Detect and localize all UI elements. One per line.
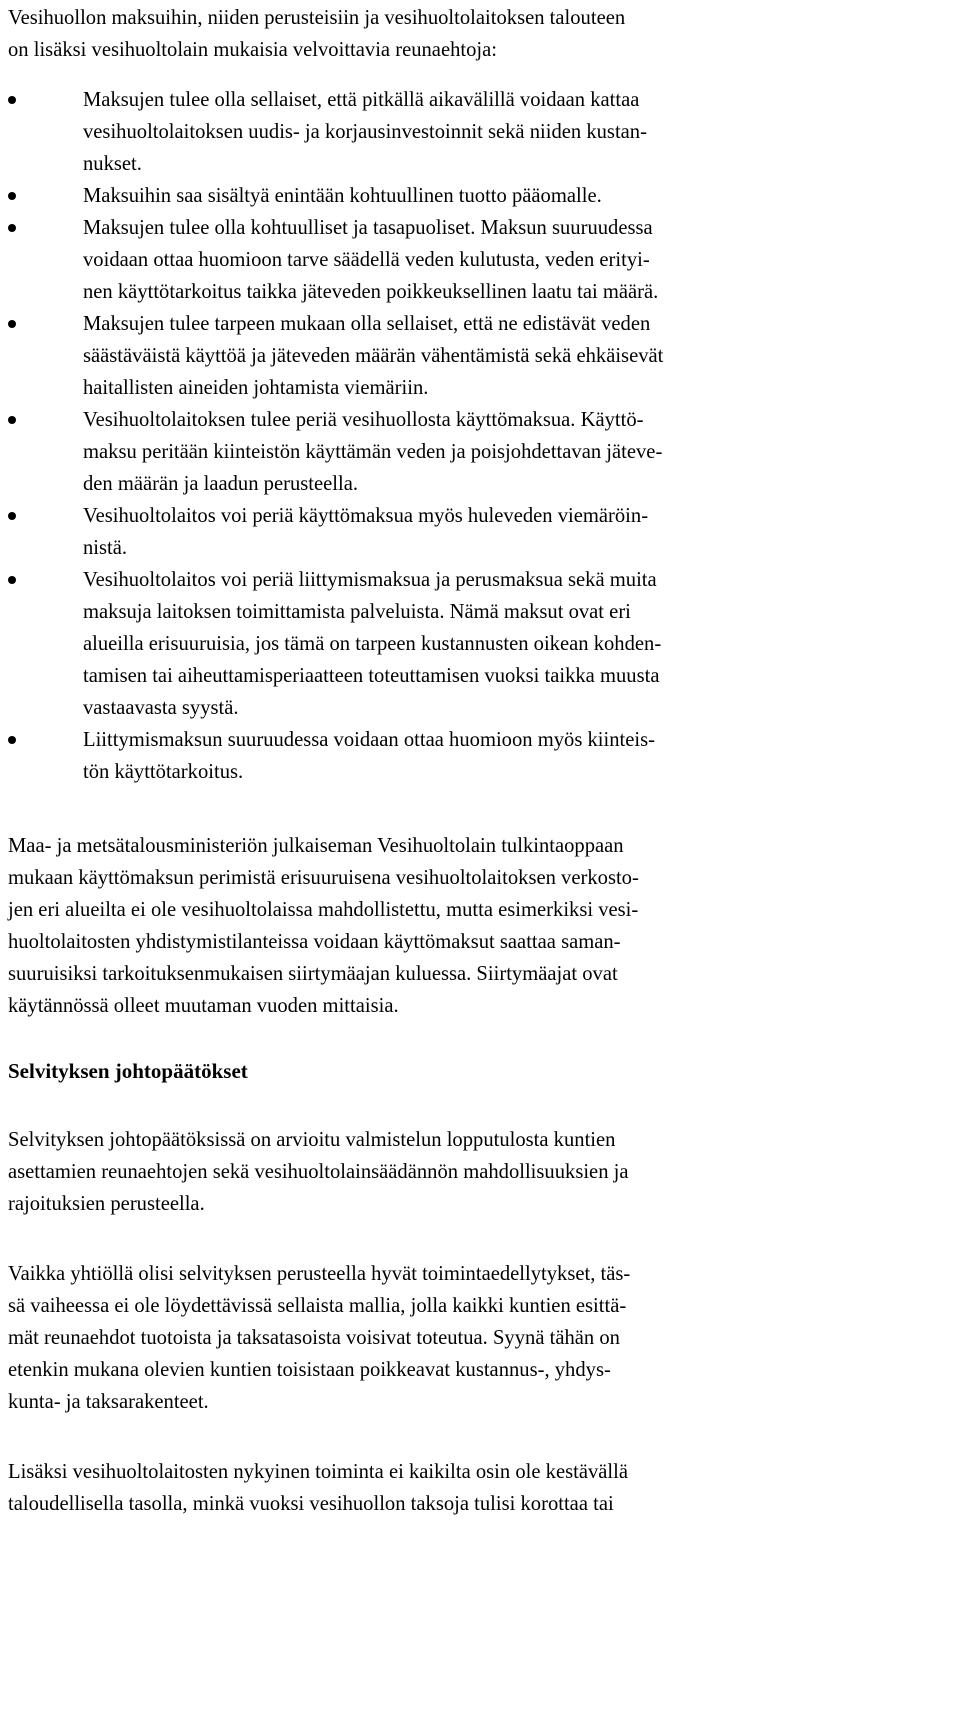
intro-paragraph <box>8 0 940 66</box>
list-item <box>8 404 940 500</box>
bullet-icon <box>8 224 16 232</box>
text-line: taloudellisella tasolla, minkä vuoksi vesihuollon taksoja tulisi korottaa tai <box>8 1493 614 1515</box>
text-line: on lisäksi vesihuoltolain mukaisia velvoittavia reunaehtoja: <box>8 39 497 61</box>
text-line: alueilla erisuuruisia, jos tämä on tarpeen kustannusten oikean kohden- <box>83 633 662 655</box>
list-item <box>8 212 940 308</box>
bullet-icon <box>8 192 16 200</box>
text-line: käytännössä olleet muutaman vuoden mittaisia. <box>8 995 399 1017</box>
company-paragraph <box>8 1258 940 1418</box>
text-line: haitallisten aineiden johtamista viemäriin. <box>83 377 429 399</box>
text-line: säästäväistä käyttöä ja jäteveden määrän vähentämistä sekä ehkäisevät <box>83 345 664 367</box>
text-line: Liittymismaksun suuruudessa voidaan ottaa huomioon myös kiinteis- <box>83 729 655 751</box>
text-line: sä vaiheessa ei ole löydettävissä sellaista mallia, jolla kaikki kuntien esittä- <box>8 1295 627 1317</box>
text-line: nen käyttötarkoitus taikka jäteveden poikkeuksellinen laatu tai määrä. <box>83 281 659 303</box>
text-line: Maa- ja metsätalousministeriön julkaiseman Vesihuoltolain tulkintaoppaan <box>8 835 624 857</box>
text-line: etenkin mukana olevien kuntien toisistaan poikkeavat kustannus-, yhdys- <box>8 1359 611 1381</box>
bullet-icon <box>8 96 16 104</box>
bullet-icon <box>8 736 16 744</box>
text-line: Vesihuoltolaitos voi periä käyttömaksua myös huleveden viemäröin- <box>83 505 649 527</box>
text-line: vesihuoltolaitoksen uudis- ja korjausinvestoinnit sekä niiden kustan- <box>83 121 647 143</box>
bullet-icon <box>8 512 16 520</box>
text-line: asettamien reunaehtojen sekä vesihuoltolainsäädännön mahdollisuuksien ja <box>8 1161 629 1183</box>
text-line: Vesihuoltolaitoksen tulee periä vesihuollosta käyttömaksua. Käyttö- <box>83 409 644 431</box>
text-line: jen eri alueilta ei ole vesihuoltolaissa mahdollistettu, mutta esimerkiksi vesi- <box>8 899 639 921</box>
text-line: Maksujen tulee olla kohtuulliset ja tasapuoliset. Maksun suuruudessa <box>83 217 653 239</box>
text-line: Selvityksen johtopäätöksissä on arvioitu valmistelun lopputulosta kuntien <box>8 1129 616 1151</box>
text-line: rajoituksien perusteella. <box>8 1193 205 1215</box>
additional-paragraph <box>8 1456 940 1520</box>
text-line: tön käyttötarkoitus. <box>83 761 244 783</box>
list-item <box>8 564 940 724</box>
text-line: maksu peritään kiinteistön käyttämän veden ja poisjohdettavan jäteve- <box>83 441 663 463</box>
text-line: vastaavasta syystä. <box>83 697 239 719</box>
text-line: Maksuihin saa sisältyä enintään kohtuullinen tuotto pääomalle. <box>83 185 602 207</box>
conclusions-paragraph <box>8 1124 940 1220</box>
ministry-guide-paragraph <box>8 830 940 1022</box>
bullet-icon <box>8 416 16 424</box>
text-line: Vesihuollon maksuihin, niiden perusteisiin ja vesihuoltolaitoksen talouteen <box>8 7 626 29</box>
list-item <box>8 724 940 788</box>
text-line: nukset. <box>83 153 142 175</box>
text-line: Maksujen tulee tarpeen mukaan olla sellaiset, että ne edistävät veden <box>83 313 651 335</box>
text-line: Maksujen tulee olla sellaiset, että pitkällä aikavälillä voidaan kattaa <box>83 89 640 111</box>
text-line: nistä. <box>83 537 128 559</box>
text-line: voidaan ottaa huomioon tarve säädellä veden kulutusta, veden erityi- <box>83 249 650 271</box>
list-item <box>8 308 940 404</box>
text-line: huoltolaitosten yhdistymistilanteissa voidaan käyttömaksut saattaa saman- <box>8 931 621 953</box>
text-line: Vaikka yhtiöllä olisi selvityksen perusteella hyvät toimintaedellytykset, täs- <box>8 1263 631 1285</box>
text-line: Vesihuoltolaitos voi periä liittymismaksua ja perusmaksua sekä muita <box>83 569 657 591</box>
list-item <box>8 180 940 212</box>
text-line: suuruisiksi tarkoituksenmukaisen siirtymäajan kuluessa. Siirtymäajat ovat <box>8 963 618 985</box>
bullet-icon <box>8 320 16 328</box>
text-line: tamisen tai aiheuttamisperiaatteen toteuttamisen vuoksi taikka muusta <box>83 665 660 687</box>
requirements-list <box>8 84 940 788</box>
text-line: kunta- ja taksarakenteet. <box>8 1391 209 1413</box>
bullet-icon <box>8 576 16 584</box>
text-line: mukaan käyttömaksun perimistä erisuuruisena vesihuoltolaitoksen verkosto- <box>8 867 639 889</box>
text-line: den määrän ja laadun perusteella. <box>83 473 359 495</box>
text-line: Lisäksi vesihuoltolaitosten nykyinen toiminta ei kaikilta osin ole kestävällä <box>8 1461 628 1483</box>
text-line: mät reunaehdot tuotoista ja taksatasoista voisivat toteutua. Syynä tähän on <box>8 1327 620 1349</box>
section-heading: Selvityksen johtopäätökset <box>8 1059 248 1083</box>
text-line: maksuja laitoksen toimittamista palveluista. Nämä maksut ovat eri <box>83 601 631 623</box>
list-item <box>8 84 940 180</box>
list-item <box>8 500 940 564</box>
